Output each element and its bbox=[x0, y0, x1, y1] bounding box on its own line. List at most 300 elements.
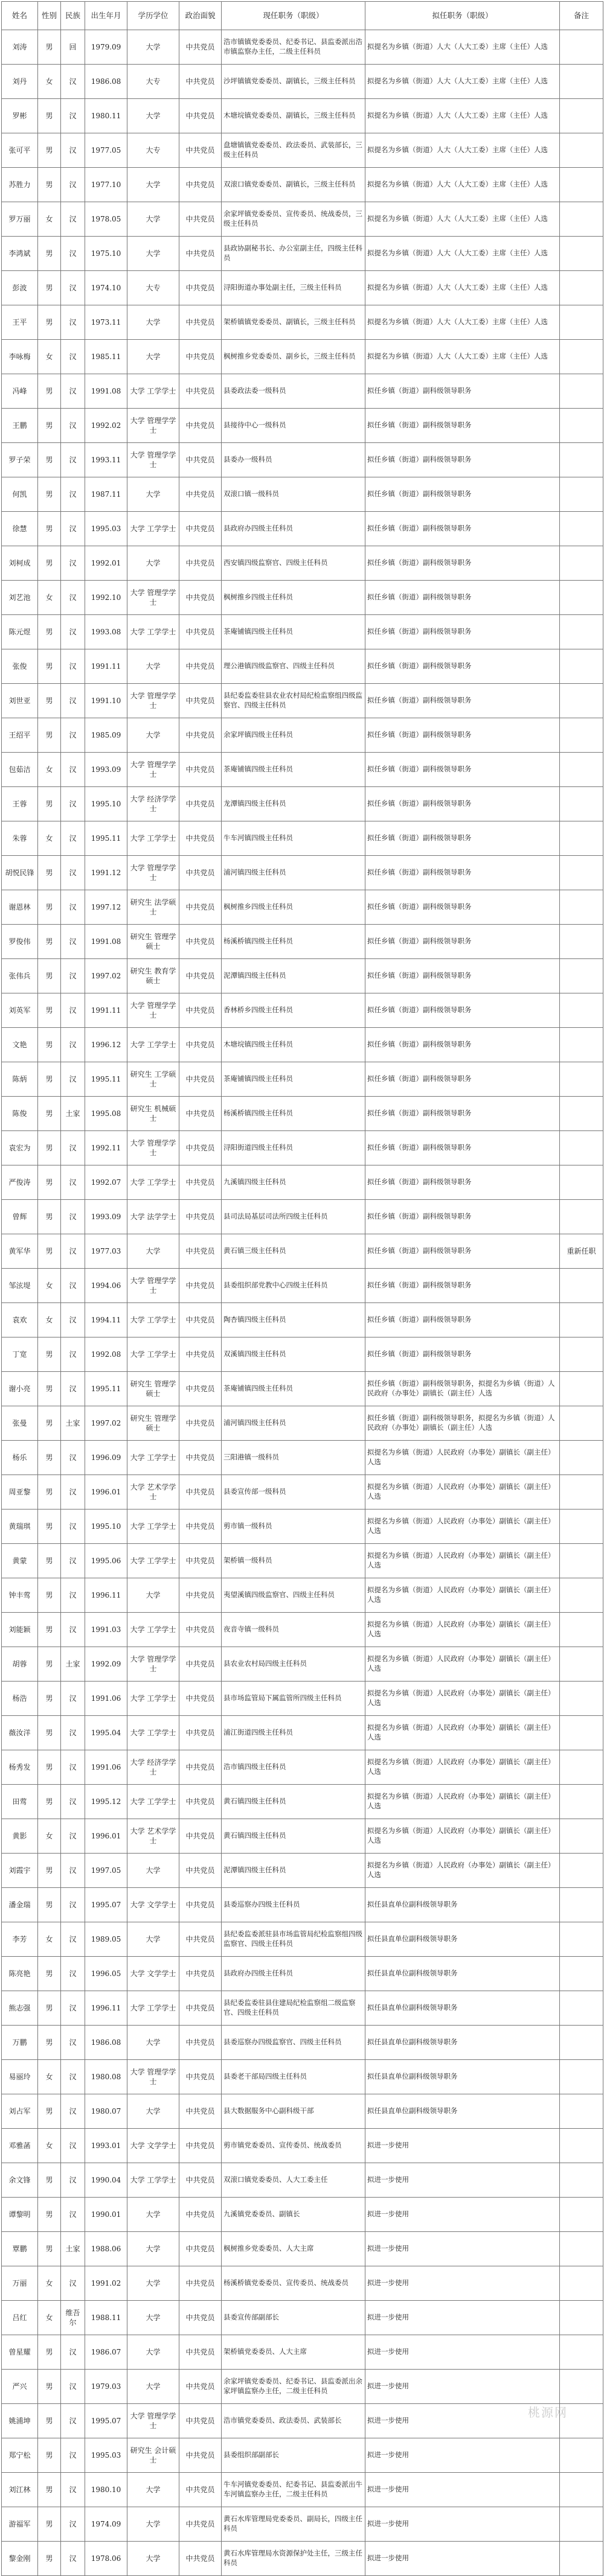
cell-birth: 1973.11 bbox=[85, 305, 127, 340]
cell-education: 大学 管理学学士 bbox=[127, 1647, 179, 1682]
cell-ethnicity: 汉 bbox=[61, 615, 85, 649]
cell-political: 中共党员 bbox=[179, 1200, 222, 1234]
table-row bbox=[2, 340, 603, 374]
cell-education: 大学 bbox=[127, 305, 179, 340]
cell-proposed-post: 拟提名为乡镇（街道）人大（人大工委）主席（主任）人选 bbox=[365, 305, 560, 340]
cell-name: 曾辉 bbox=[2, 1200, 38, 1234]
cell-ethnicity: 汉 bbox=[61, 305, 85, 340]
cell-birth: 1977.05 bbox=[85, 133, 127, 168]
cell-ethnicity: 汉 bbox=[61, 2507, 85, 2542]
cell-current-post: 泥潭镇四级主任科员 bbox=[222, 959, 365, 993]
cell-education: 大学 bbox=[127, 477, 179, 512]
cell-name: 陈俊 bbox=[2, 1097, 38, 1131]
cell-remarks bbox=[560, 1544, 603, 1578]
cell-name: 邓雅菡 bbox=[2, 2129, 38, 2163]
cell-current-post: 理公港镇四级监察官、四级主任科员 bbox=[222, 649, 365, 684]
cell-birth: 1986.07 bbox=[85, 2335, 127, 2370]
cell-ethnicity: 汉 bbox=[61, 2026, 85, 2060]
cell-remarks bbox=[560, 65, 603, 99]
cell-birth: 1988.06 bbox=[85, 2232, 127, 2266]
cell-current-post: 双滚口镇党委委员、副镇长，三级主任科员 bbox=[222, 168, 365, 202]
cell-political: 中共党员 bbox=[179, 2198, 222, 2232]
cell-political: 中共党员 bbox=[179, 2232, 222, 2266]
cell-political: 中共党员 bbox=[179, 1888, 222, 1922]
table-row bbox=[2, 615, 603, 649]
cell-remarks bbox=[560, 821, 603, 856]
cell-ethnicity: 汉 bbox=[61, 753, 85, 787]
cell-gender: 女 bbox=[38, 202, 61, 237]
cell-name: 刘艺池 bbox=[2, 581, 38, 615]
header-name: 姓名 bbox=[2, 2, 38, 30]
cell-remarks bbox=[560, 168, 603, 202]
cell-proposed-post: 拟任县直单位副科级领导职务 bbox=[365, 1888, 560, 1922]
cell-name: 熊志强 bbox=[2, 1991, 38, 2026]
header-ethnicity: 民族 bbox=[61, 2, 85, 30]
table-row bbox=[2, 2404, 603, 2438]
cell-birth: 1991.10 bbox=[85, 684, 127, 718]
table-row bbox=[2, 512, 603, 546]
cell-birth: 1992.11 bbox=[85, 1131, 127, 1165]
cell-current-post: 县司法局基层司法所四级主任科员 bbox=[222, 1200, 365, 1234]
cell-gender: 男 bbox=[38, 993, 61, 1028]
cell-current-post: 枫树推乡四级主任科员 bbox=[222, 890, 365, 925]
cell-name: 王蓉 bbox=[2, 787, 38, 821]
cell-proposed-post: 拟进一步使用 bbox=[365, 2473, 560, 2507]
table-row bbox=[2, 1372, 603, 1406]
cell-birth: 1995.10 bbox=[85, 787, 127, 821]
cell-political: 中共党员 bbox=[179, 202, 222, 237]
cell-gender: 男 bbox=[38, 2438, 61, 2473]
cell-political: 中共党员 bbox=[179, 649, 222, 684]
cell-remarks bbox=[560, 1269, 603, 1303]
cell-current-post: 泥潭镇四级主任科员 bbox=[222, 1854, 365, 1888]
cell-political: 中共党员 bbox=[179, 787, 222, 821]
cell-proposed-post: 拟任乡镇（街道）副科级领导职务 bbox=[365, 443, 560, 477]
table-row bbox=[2, 993, 603, 1028]
cell-education: 大学 bbox=[127, 1234, 179, 1269]
cell-birth: 1986.08 bbox=[85, 65, 127, 99]
table-row bbox=[2, 1441, 603, 1475]
cell-name: 薇汝洋 bbox=[2, 1716, 38, 1750]
cell-education: 大学 工学学士 bbox=[127, 2163, 179, 2198]
cell-remarks bbox=[560, 649, 603, 684]
cell-birth: 1995.11 bbox=[85, 1062, 127, 1097]
cell-current-post: 茶庵铺镇四级主任科员 bbox=[222, 615, 365, 649]
cell-remarks bbox=[560, 443, 603, 477]
cell-proposed-post: 拟任乡镇（街道）副科级领导职务 bbox=[365, 1303, 560, 1337]
cell-proposed-post: 拟任乡镇（街道）副科级领导职务 bbox=[365, 1062, 560, 1097]
cell-remarks bbox=[560, 2094, 603, 2129]
cell-proposed-post: 拟任乡镇（街道）副科级领导职务 bbox=[365, 821, 560, 856]
cell-birth: 1996.11 bbox=[85, 1578, 127, 1613]
table-row bbox=[2, 99, 603, 133]
cell-ethnicity: 汉 bbox=[61, 1200, 85, 1234]
cell-gender: 男 bbox=[38, 1200, 61, 1234]
cell-gender: 男 bbox=[38, 1131, 61, 1165]
cell-ethnicity: 汉 bbox=[61, 1269, 85, 1303]
cell-education: 大学 bbox=[127, 99, 179, 133]
cell-gender: 男 bbox=[38, 2335, 61, 2370]
cell-education: 大学 管理学学士 bbox=[127, 2404, 179, 2438]
cell-gender: 男 bbox=[38, 718, 61, 753]
cell-remarks bbox=[560, 581, 603, 615]
cell-education: 大学 bbox=[127, 718, 179, 753]
cell-birth: 1996.11 bbox=[85, 1991, 127, 2026]
cell-birth: 1996.05 bbox=[85, 1957, 127, 1991]
cell-name: 杨乐 bbox=[2, 1441, 38, 1475]
table-row bbox=[2, 718, 603, 753]
cell-birth: 1986.08 bbox=[85, 2026, 127, 2060]
cell-education: 大学 工学学士 bbox=[127, 1716, 179, 1750]
cell-gender: 男 bbox=[38, 684, 61, 718]
cell-education: 研究生 法学硕士 bbox=[127, 890, 179, 925]
cell-gender: 男 bbox=[38, 1475, 61, 1510]
cell-remarks bbox=[560, 1957, 603, 1991]
cell-birth: 1991.03 bbox=[85, 1613, 127, 1647]
table-row bbox=[2, 753, 603, 787]
cell-ethnicity: 汉 bbox=[61, 1131, 85, 1165]
cell-political: 中共党员 bbox=[179, 1062, 222, 1097]
table-row bbox=[2, 168, 603, 202]
cell-education: 研究生 工学硕士 bbox=[127, 1062, 179, 1097]
cell-education: 大学 工学学士 bbox=[127, 1613, 179, 1647]
cell-political: 中共党员 bbox=[179, 1819, 222, 1854]
cell-political: 中共党员 bbox=[179, 30, 222, 65]
cell-remarks bbox=[560, 1097, 603, 1131]
cell-remarks bbox=[560, 2129, 603, 2163]
cell-political: 中共党员 bbox=[179, 237, 222, 271]
cell-political: 中共党员 bbox=[179, 1406, 222, 1441]
cell-gender: 男 bbox=[38, 2370, 61, 2404]
cell-gender: 男 bbox=[38, 1544, 61, 1578]
table-row bbox=[2, 1750, 603, 1785]
cell-gender: 男 bbox=[38, 2404, 61, 2438]
cell-proposed-post: 拟任乡镇（街道）副科级领导职务 bbox=[365, 512, 560, 546]
cell-gender: 男 bbox=[38, 2232, 61, 2266]
cell-current-post: 架桥镇镇党委委员、副镇长，三级主任科员 bbox=[222, 305, 365, 340]
cell-remarks bbox=[560, 271, 603, 305]
cell-gender: 男 bbox=[38, 443, 61, 477]
cell-ethnicity: 汉 bbox=[61, 1750, 85, 1785]
table-row bbox=[2, 2507, 603, 2542]
cell-ethnicity: 汉 bbox=[61, 168, 85, 202]
cell-name: 罗万丽 bbox=[2, 202, 38, 237]
cell-ethnicity: 汉 bbox=[61, 890, 85, 925]
cell-gender: 男 bbox=[38, 271, 61, 305]
cell-ethnicity: 汉 bbox=[61, 2129, 85, 2163]
header-gender: 性别 bbox=[38, 2, 61, 30]
cell-ethnicity: 汉 bbox=[61, 718, 85, 753]
cell-name: 严俊涛 bbox=[2, 1165, 38, 1200]
cell-gender: 女 bbox=[38, 2060, 61, 2094]
cell-political: 中共党员 bbox=[179, 99, 222, 133]
cell-proposed-post: 拟任乡镇（街道）副科级领导职务 bbox=[365, 649, 560, 684]
cell-gender: 女 bbox=[38, 581, 61, 615]
cell-remarks bbox=[560, 237, 603, 271]
cell-education: 大学 经济学学士 bbox=[127, 1750, 179, 1785]
table-row bbox=[2, 1028, 603, 1062]
cell-current-post: 牛车河镇党委委员、纪委书记、县监委派出牛车河镇监察办主任，二级主任科员 bbox=[222, 2473, 365, 2507]
cell-remarks bbox=[560, 925, 603, 959]
cell-gender: 女 bbox=[38, 2266, 61, 2301]
cell-birth: 1977.03 bbox=[85, 1234, 127, 1269]
cell-ethnicity: 土家 bbox=[61, 2232, 85, 2266]
cell-gender: 男 bbox=[38, 1337, 61, 1372]
cell-education: 大学 bbox=[127, 649, 179, 684]
cell-current-post: 杨溪桥镇四级主任科员 bbox=[222, 925, 365, 959]
table-row bbox=[2, 2301, 603, 2335]
cell-gender: 男 bbox=[38, 168, 61, 202]
cell-education: 研究生 管理学硕士 bbox=[127, 925, 179, 959]
cell-current-post: 浩市镇镇党委委员、纪委书记、县监委派出浩市镇监察办主任，二级主任科员 bbox=[222, 30, 365, 65]
cell-education: 大学 文学学士 bbox=[127, 1888, 179, 1922]
cell-name: 陈元煜 bbox=[2, 615, 38, 649]
table-row bbox=[2, 1991, 603, 2026]
cell-proposed-post: 拟任县直单位副科级领导职务 bbox=[365, 2094, 560, 2129]
cell-current-post: 县市场监管局下属监管所四级主任科员 bbox=[222, 1682, 365, 1716]
cell-proposed-post: 拟提名为乡镇（街道）人民政府（办事处）副镇长（副主任）人选 bbox=[365, 1510, 560, 1544]
cell-political: 中共党员 bbox=[179, 340, 222, 374]
cell-proposed-post: 拟提名为乡镇（街道）人民政府（办事处）副镇长（副主任）人选 bbox=[365, 1750, 560, 1785]
cell-education: 大学 bbox=[127, 546, 179, 581]
cell-remarks bbox=[560, 133, 603, 168]
cell-education: 大学 bbox=[127, 1922, 179, 1957]
cell-ethnicity: 汉 bbox=[61, 1682, 85, 1716]
cell-name: 黎金刚 bbox=[2, 2542, 38, 2576]
table-row bbox=[2, 133, 603, 168]
cell-birth: 1990.04 bbox=[85, 2163, 127, 2198]
cell-ethnicity: 汉 bbox=[61, 2163, 85, 2198]
cell-remarks bbox=[560, 30, 603, 65]
cell-remarks bbox=[560, 1819, 603, 1854]
cell-remarks bbox=[560, 1372, 603, 1406]
cell-remarks bbox=[560, 2507, 603, 2542]
cell-education: 大学 管理学学士 bbox=[127, 2060, 179, 2094]
cell-current-post: 余家坪镇党委委员、宣传委员、统战委员，三级主任科员 bbox=[222, 202, 365, 237]
cell-proposed-post: 拟任县直单位副科级领导职务 bbox=[365, 2060, 560, 2094]
table-row bbox=[2, 237, 603, 271]
cell-current-post: 木塘垸镇党委委员、副镇长，三级主任科员 bbox=[222, 99, 365, 133]
header-birth: 出生年月 bbox=[85, 2, 127, 30]
cell-birth: 1990.01 bbox=[85, 2198, 127, 2232]
table-row bbox=[2, 65, 603, 99]
cell-ethnicity: 土家 bbox=[61, 1406, 85, 1441]
cell-proposed-post: 拟提名为乡镇（街道）人大（人大工委）主席（主任）人选 bbox=[365, 237, 560, 271]
cell-political: 中共党员 bbox=[179, 1303, 222, 1337]
cell-education: 大学 工学学士 bbox=[127, 1544, 179, 1578]
cell-remarks bbox=[560, 1062, 603, 1097]
cell-gender: 男 bbox=[38, 1510, 61, 1544]
cell-ethnicity: 汉 bbox=[61, 2404, 85, 2438]
cell-education: 大学 工学学士 bbox=[127, 1303, 179, 1337]
cell-political: 中共党员 bbox=[179, 271, 222, 305]
cell-remarks bbox=[560, 1750, 603, 1785]
cell-ethnicity: 汉 bbox=[61, 2542, 85, 2576]
cell-name: 彭波 bbox=[2, 271, 38, 305]
table-row bbox=[2, 1337, 603, 1372]
cell-political: 中共党员 bbox=[179, 718, 222, 753]
cell-political: 中共党员 bbox=[179, 374, 222, 409]
cell-current-post: 县委老干部局四级主任科员 bbox=[222, 2060, 365, 2094]
cell-ethnicity: 汉 bbox=[61, 1165, 85, 1200]
cell-ethnicity: 汉 bbox=[61, 99, 85, 133]
header-education: 学历学位 bbox=[127, 2, 179, 30]
cell-proposed-post: 拟任乡镇（街道）副科级领导职务 bbox=[365, 1234, 560, 1269]
cell-current-post: 夷望溪镇四级监察官、四级主任科员 bbox=[222, 1578, 365, 1613]
cell-name: 包茹洁 bbox=[2, 753, 38, 787]
cell-political: 中共党员 bbox=[179, 2266, 222, 2301]
cell-proposed-post: 拟提名为乡镇（街道）人大（人大工委）主席（主任）人选 bbox=[365, 65, 560, 99]
cell-remarks bbox=[560, 787, 603, 821]
table-row bbox=[2, 2370, 603, 2404]
table-row bbox=[2, 1475, 603, 1510]
cell-ethnicity: 汉 bbox=[61, 133, 85, 168]
table-row bbox=[2, 2129, 603, 2163]
cell-gender: 女 bbox=[38, 1303, 61, 1337]
cell-name: 苏胜力 bbox=[2, 168, 38, 202]
cell-name: 易丽玲 bbox=[2, 2060, 38, 2094]
cell-political: 中共党员 bbox=[179, 1854, 222, 1888]
cell-name: 刘涛 bbox=[2, 30, 38, 65]
cell-political: 中共党员 bbox=[179, 1647, 222, 1682]
table-row bbox=[2, 1888, 603, 1922]
cell-political: 中共党员 bbox=[179, 1234, 222, 1269]
cell-education: 大学 管理学学士 bbox=[127, 856, 179, 890]
cell-ethnicity: 汉 bbox=[61, 1475, 85, 1510]
cell-remarks bbox=[560, 2370, 603, 2404]
cell-gender: 女 bbox=[38, 753, 61, 787]
cell-proposed-post: 拟任乡镇（街道）副科级领导职务 bbox=[365, 1269, 560, 1303]
cell-political: 中共党员 bbox=[179, 890, 222, 925]
cell-remarks bbox=[560, 2198, 603, 2232]
cell-remarks: 重新任职 bbox=[560, 1234, 603, 1269]
cell-remarks bbox=[560, 2473, 603, 2507]
cell-name: 张曼 bbox=[2, 1406, 38, 1441]
table-row bbox=[2, 477, 603, 512]
table-row bbox=[2, 581, 603, 615]
cell-proposed-post: 拟进一步使用 bbox=[365, 2198, 560, 2232]
cell-gender: 男 bbox=[38, 787, 61, 821]
cell-education: 大学 管理学学士 bbox=[127, 1131, 179, 1165]
cell-birth: 1991.06 bbox=[85, 1750, 127, 1785]
cell-proposed-post: 拟进一步使用 bbox=[365, 2266, 560, 2301]
cell-proposed-post: 拟任乡镇（街道）副科级领导职务，拟提名为乡镇（街道）人民政府（办事处）副镇长（副主任）人选 bbox=[365, 1372, 560, 1406]
cell-gender: 男 bbox=[38, 1716, 61, 1750]
cell-proposed-post: 拟提名为乡镇（街道）人民政府（办事处）副镇长（副主任）人选 bbox=[365, 1647, 560, 1682]
cell-birth: 1993.08 bbox=[85, 615, 127, 649]
cell-current-post: 黄石水库管理局党委委员、副局长，四级主任科员 bbox=[222, 2507, 365, 2542]
cell-name: 罗子荣 bbox=[2, 443, 38, 477]
cell-ethnicity: 汉 bbox=[61, 2473, 85, 2507]
cell-remarks bbox=[560, 856, 603, 890]
cell-birth: 1991.11 bbox=[85, 993, 127, 1028]
cell-remarks bbox=[560, 1922, 603, 1957]
cell-proposed-post: 拟提名为乡镇（街道）人民政府（办事处）副镇长（副主任）人选 bbox=[365, 1578, 560, 1613]
cell-remarks bbox=[560, 2335, 603, 2370]
cell-proposed-post: 拟进一步使用 bbox=[365, 2163, 560, 2198]
cell-ethnicity: 土家 bbox=[61, 1097, 85, 1131]
cell-proposed-post: 拟提名为乡镇（街道）人民政府（办事处）副镇长（副主任）人选 bbox=[365, 1854, 560, 1888]
table-row bbox=[2, 1544, 603, 1578]
cell-ethnicity: 汉 bbox=[61, 1028, 85, 1062]
cell-political: 中共党员 bbox=[179, 581, 222, 615]
table-row bbox=[2, 1200, 603, 1234]
cell-birth: 1980.07 bbox=[85, 2094, 127, 2129]
cell-proposed-post: 拟提名为乡镇（街道）人大（人大工委）主席（主任）人选 bbox=[365, 340, 560, 374]
cell-gender: 男 bbox=[38, 1750, 61, 1785]
cell-ethnicity: 汉 bbox=[61, 202, 85, 237]
cell-remarks bbox=[560, 1303, 603, 1337]
cell-name: 黄瑞琪 bbox=[2, 1510, 38, 1544]
cell-proposed-post: 拟提名为乡镇（街道）人大（人大工委）主席（主任）人选 bbox=[365, 168, 560, 202]
cell-education: 大学 bbox=[127, 237, 179, 271]
table-row bbox=[2, 305, 603, 340]
cell-education: 大学 bbox=[127, 30, 179, 65]
cell-current-post: 县纪委监委驻县住建局纪检监察组二级监察官、四级主任科员 bbox=[222, 1991, 365, 2026]
cell-ethnicity: 汉 bbox=[61, 237, 85, 271]
cell-name: 李鸿斌 bbox=[2, 237, 38, 271]
cell-education: 大学 bbox=[127, 1578, 179, 1613]
cell-political: 中共党员 bbox=[179, 1613, 222, 1647]
cell-remarks bbox=[560, 753, 603, 787]
cell-proposed-post: 拟提名为乡镇（街道）人大（人大工委）主席（主任）人选 bbox=[365, 30, 560, 65]
cell-remarks bbox=[560, 202, 603, 237]
table-row bbox=[2, 1234, 603, 1269]
cell-birth: 1997.02 bbox=[85, 1406, 127, 1441]
cell-name: 罗彬 bbox=[2, 99, 38, 133]
cell-gender: 男 bbox=[38, 1888, 61, 1922]
cell-proposed-post: 拟进一步使用 bbox=[365, 2129, 560, 2163]
cell-proposed-post: 拟进一步使用 bbox=[365, 2404, 560, 2438]
table-row bbox=[2, 202, 603, 237]
cell-current-post: 三阳港镇一级科员 bbox=[222, 1441, 365, 1475]
table-row bbox=[2, 1062, 603, 1097]
cell-political: 中共党员 bbox=[179, 856, 222, 890]
cell-ethnicity: 汉 bbox=[61, 546, 85, 581]
cell-education: 大学 管理学学士 bbox=[127, 581, 179, 615]
cell-name: 余文锋 bbox=[2, 2163, 38, 2198]
cell-remarks bbox=[560, 2438, 603, 2473]
cell-birth: 1995.07 bbox=[85, 1888, 127, 1922]
cell-proposed-post: 拟提名为乡镇（街道）人大（人大工委）主席（主任）人选 bbox=[365, 202, 560, 237]
cell-name: 刘英军 bbox=[2, 993, 38, 1028]
cell-political: 中共党员 bbox=[179, 993, 222, 1028]
cell-gender: 男 bbox=[38, 1785, 61, 1819]
cell-birth: 1979.03 bbox=[85, 2370, 127, 2404]
cell-name: 刘江林 bbox=[2, 2473, 38, 2507]
cell-education: 研究生 机械硕士 bbox=[127, 1097, 179, 1131]
cell-name: 谭黎明 bbox=[2, 2198, 38, 2232]
cell-education: 大学 bbox=[127, 2232, 179, 2266]
cell-current-post: 县委办一级科员 bbox=[222, 443, 365, 477]
cell-ethnicity: 汉 bbox=[61, 65, 85, 99]
cell-proposed-post: 拟任乡镇（街道）副科级领导职务 bbox=[365, 718, 560, 753]
cell-current-post: 县大数据服务中心副科级干部 bbox=[222, 2094, 365, 2129]
cell-proposed-post: 拟任乡镇（街道）副科级领导职务 bbox=[365, 409, 560, 443]
cell-political: 中共党员 bbox=[179, 133, 222, 168]
cell-current-post: 县接待中心一级科员 bbox=[222, 409, 365, 443]
cell-remarks bbox=[560, 1510, 603, 1544]
cell-gender: 女 bbox=[38, 1819, 61, 1854]
cell-gender: 男 bbox=[38, 133, 61, 168]
cell-gender: 男 bbox=[38, 1854, 61, 1888]
cell-birth: 1996.01 bbox=[85, 1819, 127, 1854]
table-row bbox=[2, 787, 603, 821]
cell-political: 中共党员 bbox=[179, 2094, 222, 2129]
cell-name: 刘霞宇 bbox=[2, 1854, 38, 1888]
cell-remarks bbox=[560, 1888, 603, 1922]
cell-proposed-post: 拟任乡镇（街道）副科级领导职务 bbox=[365, 546, 560, 581]
